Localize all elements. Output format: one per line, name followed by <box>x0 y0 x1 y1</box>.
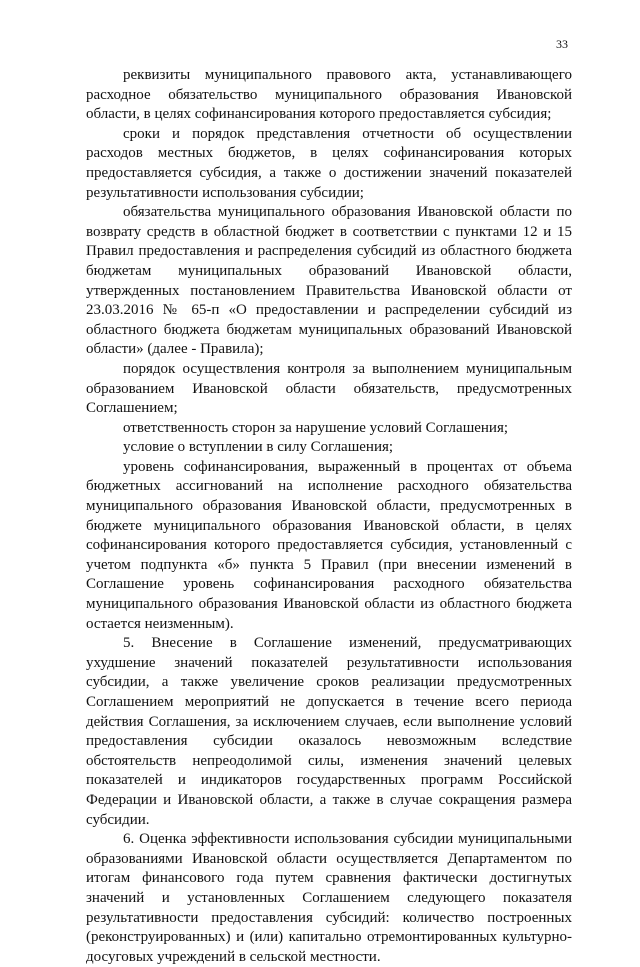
page-number: 33 <box>556 37 568 51</box>
paragraph-return-obligations: обязательства муниципального образования Ивановской области по возврату средств в областной бюджет в соответствии с пунктами 12 и 15 Правил предоставления и распределения субсидий из областного бюджета бюджетам муниципальных образований Ивановской области, утвержденных постановлением Правительства Ивановской области от 23.03.2016 № 65-п «О предоставлении и распределении субсидий из областного бюджета бюджетам муниципальных образований Ивановской области» (далее - Правила); <box>86 204 572 358</box>
paragraph-cofinancing-level: уровень софинансирования, выраженный в процентах от объема бюджетных ассигнований на исполнение расходного обязательства муниципального образования Ивановской области, предусмотренных в бюджете муниципального образования Ивановской области, в целях софинансирования которого предоставляется субсидия, установленный с учетом подпункта «б» пункта 5 Правил (при внесении изменений в Соглашение уровень софинансирования расходного обязательства муниципального образования Ивановской области из областного бюджета остается неизменным). <box>86 458 572 632</box>
paragraph-requisites: реквизиты муниципального правового акта, устанавливающего расходное обязательство муниципального образования Ивановской области, в целях софинансирования которого предоставляется субсидия; <box>86 67 572 123</box>
paragraph-entry-into-force: условие о вступлении в силу Соглашения; <box>123 439 394 456</box>
paragraph-reporting-terms: сроки и порядок представления отчетности об осуществлении расходов местных бюджетов, в целях софинансирования которых предоставляется субсидия, а также о достижении значений показателей результативности использования субсидии; <box>86 125 572 201</box>
paragraph-control-procedure: порядок осуществления контроля за выполнением муниципальным образованием Ивановской области обязательств, предусмотренных Соглашением; <box>86 360 572 417</box>
paragraph-item-5: 5. Внесение в Соглашение изменений, предусматривающих ухудшение значений показателей результативности использования субсидии, а также увеличение сроков реализации предусмотренных Соглашением мероприятий не допускается в течение всего периода действия Соглашения, за исключением случаев, если выполнение условий предоставления субсидии оказалось невозможным вследствие обстоятельств непреодолимой силы, изменения значений целевых показателей и индикаторов государственных программ Российской Федерации и Ивановской области, а также в случае сокращения размера субсидии. <box>86 635 572 828</box>
document-body <box>86 66 572 967</box>
paragraph-responsibility: ответственность сторон за нарушение условий Соглашения; <box>123 419 509 436</box>
paragraph-item-6: 6. Оценка эффективности использования субсидии муниципальными образованиями Ивановской области осуществляется Департаментом по итогам финансового года путем сравнения фактически достигнутых значений и установленных Соглашением следующего показателя результативности предоставления субсидий: количество построенных (реконструированных) и (или) капитально отремонтированных культурно-досуговых учреждений в сельской местности. <box>86 831 572 965</box>
